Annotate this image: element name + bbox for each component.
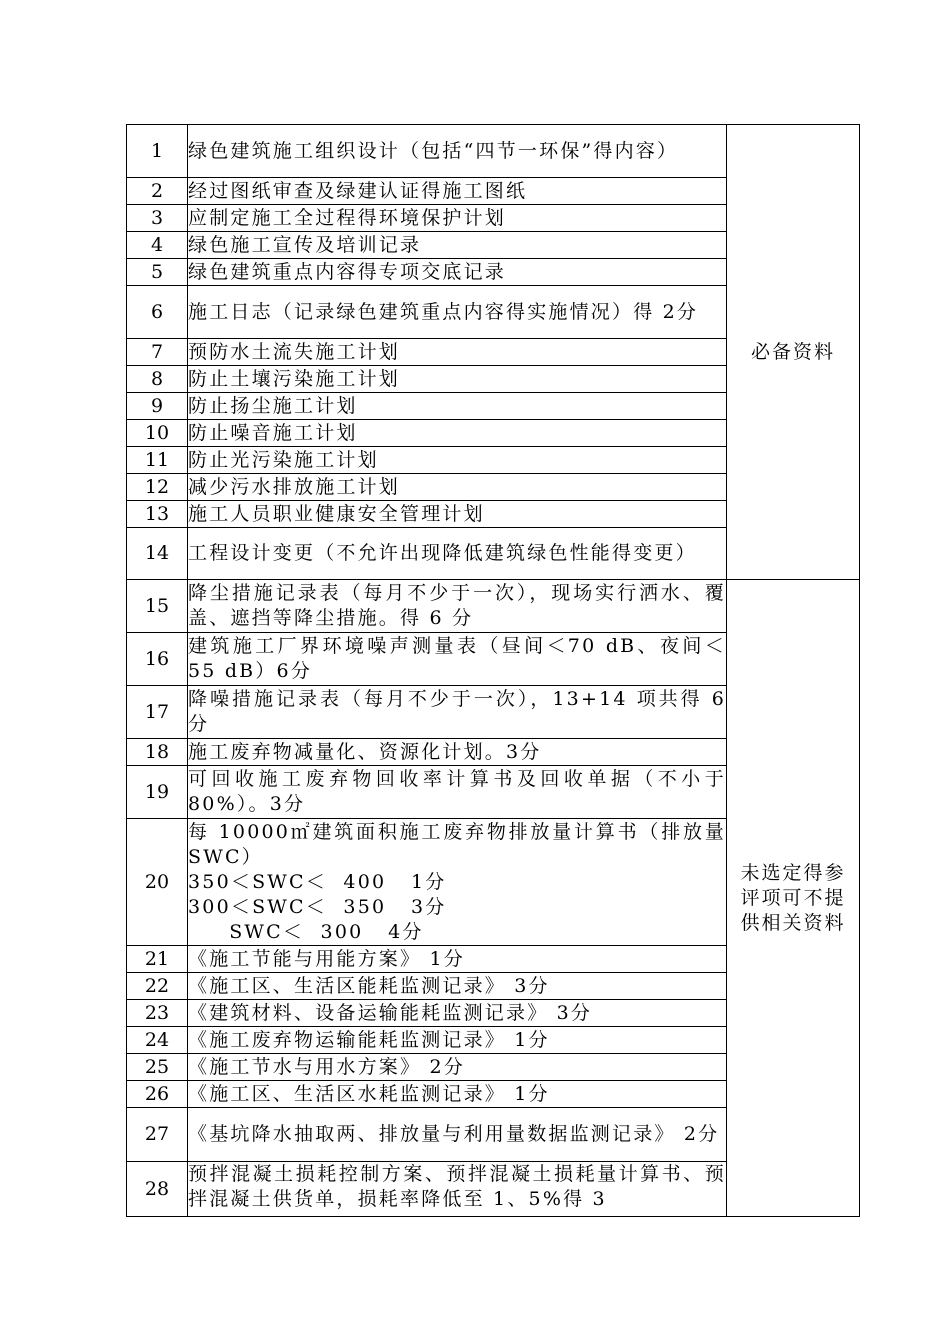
row-text: 《施工节能与用能方案》 1分: [188, 946, 727, 973]
row-number: 25: [127, 1054, 188, 1081]
row-number: 1: [127, 125, 188, 178]
row-text: 防止噪音施工计划: [188, 420, 727, 447]
row-text-main: 每 10000㎡建筑面积施工废弃物排放量计算书（排放量 SWC）: [188, 820, 726, 868]
row-number: 28: [127, 1162, 188, 1217]
row-text: 《施工区、生活区水耗监测记录》 1分: [188, 1081, 727, 1108]
table-row: [127, 580, 860, 633]
row-number: 2: [127, 178, 188, 205]
row-number: 14: [127, 528, 188, 580]
section-note-required: 必备资料: [727, 125, 860, 580]
row-number: 24: [127, 1027, 188, 1054]
row-number: 8: [127, 366, 188, 393]
row-number: 10: [127, 420, 188, 447]
row-number: 11: [127, 447, 188, 474]
row-number: 17: [127, 686, 188, 739]
row-number: 6: [127, 286, 188, 339]
row-number: 21: [127, 946, 188, 973]
row-text: 建筑施工厂界环境噪声测量表（昼间＜70 dB、夜间＜55 dB）6分: [188, 633, 727, 686]
row-number: 20: [127, 819, 188, 946]
row-text-clipped: 预拌混凝土损耗控制方案、预拌混凝土损耗量计算书、预拌混凝土供货单，损耗率降低至 1、5%得 3: [188, 1163, 726, 1210]
row-text: 《建筑材料、设备运输能耗监测记录》 3分: [188, 1000, 727, 1027]
row-text: 《基坑降水抽取两、排放量与利用量数据监测记录》 2分: [188, 1108, 727, 1162]
row-number: 3: [127, 205, 188, 232]
row-number: 13: [127, 501, 188, 528]
row-text: 绿色施工宣传及培训记录: [188, 232, 727, 259]
row-text: 防止土壤污染施工计划: [188, 366, 727, 393]
row-text: [188, 819, 727, 946]
row-text: 防止光污染施工计划: [188, 447, 727, 474]
table-row: [127, 125, 860, 178]
row-text: 经过图纸审查及绿建认证得施工图纸: [188, 178, 727, 205]
row-number: 5: [127, 259, 188, 286]
row-number: 27: [127, 1108, 188, 1162]
row-text: 施工废弃物减量化、资源化计划。3分: [188, 739, 727, 766]
row-text: 绿色建筑施工组织设计（包括“四节一环保”得内容）: [188, 125, 727, 178]
swc-range-line: SWC＜ 300 4分: [188, 920, 424, 943]
row-number: 22: [127, 973, 188, 1000]
row-number: 19: [127, 766, 188, 819]
swc-range-line: 350＜SWC＜ 400 1分: [188, 870, 447, 893]
row-number: 16: [127, 633, 188, 686]
row-text: 防止扬尘施工计划: [188, 393, 727, 420]
swc-range-line: 300＜SWC＜ 350 3分: [188, 895, 447, 918]
row-text: 《施工节水与用水方案》 2分: [188, 1054, 727, 1081]
row-number: 9: [127, 393, 188, 420]
row-text: 减少污水排放施工计划: [188, 474, 727, 501]
row-text: 工程设计变更（不允许出现降低建筑绿色性能得变更）: [188, 528, 727, 580]
row-number: 23: [127, 1000, 188, 1027]
row-text: 降噪措施记录表（每月不少于一次），13+14 项共得 6分: [188, 686, 727, 739]
row-text: 预防水土流失施工计划: [188, 339, 727, 366]
row-number: 26: [127, 1081, 188, 1108]
row-number: 12: [127, 474, 188, 501]
row-text: 应制定施工全过程得环境保护计划: [188, 205, 727, 232]
row-text: 施工日志（记录绿色建筑重点内容得实施情况）得 2分: [188, 286, 727, 339]
row-text: 《施工区、生活区能耗监测记录》 3分: [188, 973, 727, 1000]
row-text: 可回收施工废弃物回收率计算书及回收单据（不小于 80%）。3分: [188, 766, 727, 819]
row-text: [188, 1162, 727, 1217]
row-number: 4: [127, 232, 188, 259]
row-text: 绿色建筑重点内容得专项交底记录: [188, 259, 727, 286]
row-text: 施工人员职业健康安全管理计划: [188, 501, 727, 528]
requirements-table: [126, 124, 860, 1217]
row-text: 《施工废弃物运输能耗监测记录》 1分: [188, 1027, 727, 1054]
section-note-optional: 未选定得参评项可不提供相关资料: [727, 580, 860, 1217]
row-number: 15: [127, 580, 188, 633]
row-number: 18: [127, 739, 188, 766]
row-text: 降尘措施记录表（每月不少于一次），现场实行洒水、覆盖、遮挡等降尘措施。得 6 分: [188, 580, 727, 633]
row-number: 7: [127, 339, 188, 366]
